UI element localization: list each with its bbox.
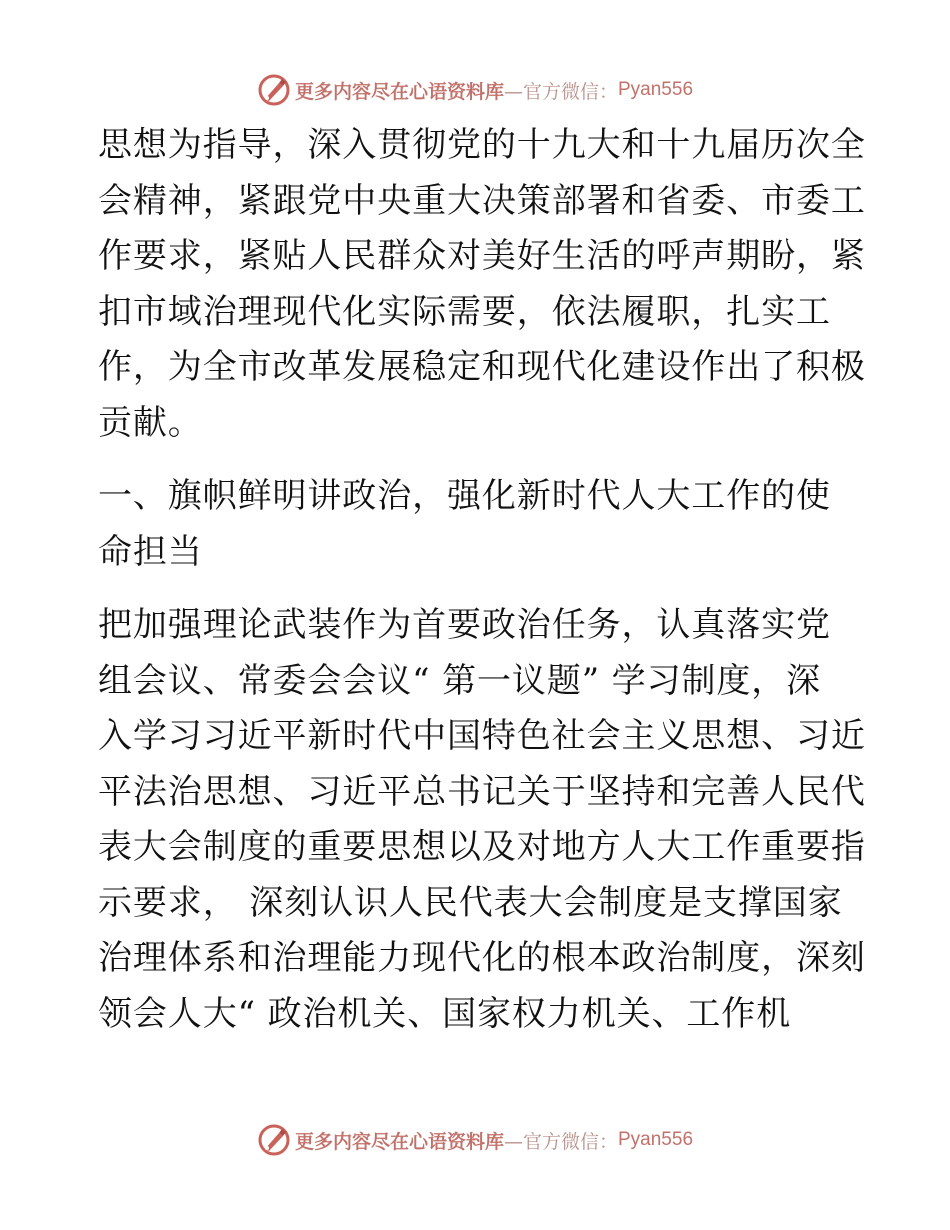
header-watermark	[0, 70, 950, 110]
text-line: 扣市域治理现代化实际需要，依法履职，扎实工	[98, 291, 831, 332]
footer-watermark	[0, 1120, 950, 1160]
watermark-wechat-id: Pyan556	[618, 1129, 694, 1150]
pen-logo-icon	[257, 73, 291, 107]
watermark-text: 更多内容尽在心语资料库	[294, 1130, 504, 1153]
text-line: 命担当	[98, 531, 203, 572]
text-line: 入学习习近平新时代中国特色社会主义思想、习近	[98, 716, 866, 756]
section-heading	[98, 469, 858, 580]
text-line: 作，为全市改革发展稳定和现代化建设作出了积极	[98, 347, 866, 387]
text-line: 组会议、常委会会议“ 第一议题” 学习制度，深	[98, 660, 822, 701]
watermark-separator: —官方微信：	[503, 80, 618, 103]
text-line: 示要求， 深刻认识人民代表大会制度是支撑国家	[98, 882, 843, 923]
paragraph-3	[98, 598, 866, 1042]
text-line: 治理体系和治理能力现代化的根本政治制度，深刻	[98, 938, 866, 978]
text-line: 思想为指导，深入贯彻党的十九大和十九届历次全	[98, 125, 866, 165]
text-line: 表大会制度的重要思想以及对地方人大工作重要指	[98, 827, 866, 867]
paragraph-1	[98, 118, 866, 451]
text-line: 会精神，紧跟党中央重大决策部署和省委、市委工	[98, 180, 866, 221]
text-line: 作要求，紧贴人民群众对美好生活的呼声期盼，紧	[98, 236, 866, 276]
watermark-wechat-id: Pyan556	[618, 79, 694, 100]
document-body	[98, 118, 866, 1042]
text-line: 领会人大“ 政治机关、国家权力机关、工作机	[98, 993, 792, 1034]
watermark-separator: —官方微信：	[503, 1130, 618, 1153]
watermark-text: 更多内容尽在心语资料库	[294, 80, 504, 103]
text-line: 贡献。	[98, 402, 203, 443]
text-line: 平法治思想、习近平总书记关于坚持和完善人民代	[98, 771, 866, 812]
text-line: 把加强理论武装作为首要政治任务，认真落实党	[98, 605, 831, 645]
text-line: 一、旗帜鲜明讲政治，强化新时代人大工作的使	[98, 476, 831, 516]
pen-logo-icon	[257, 1123, 291, 1157]
